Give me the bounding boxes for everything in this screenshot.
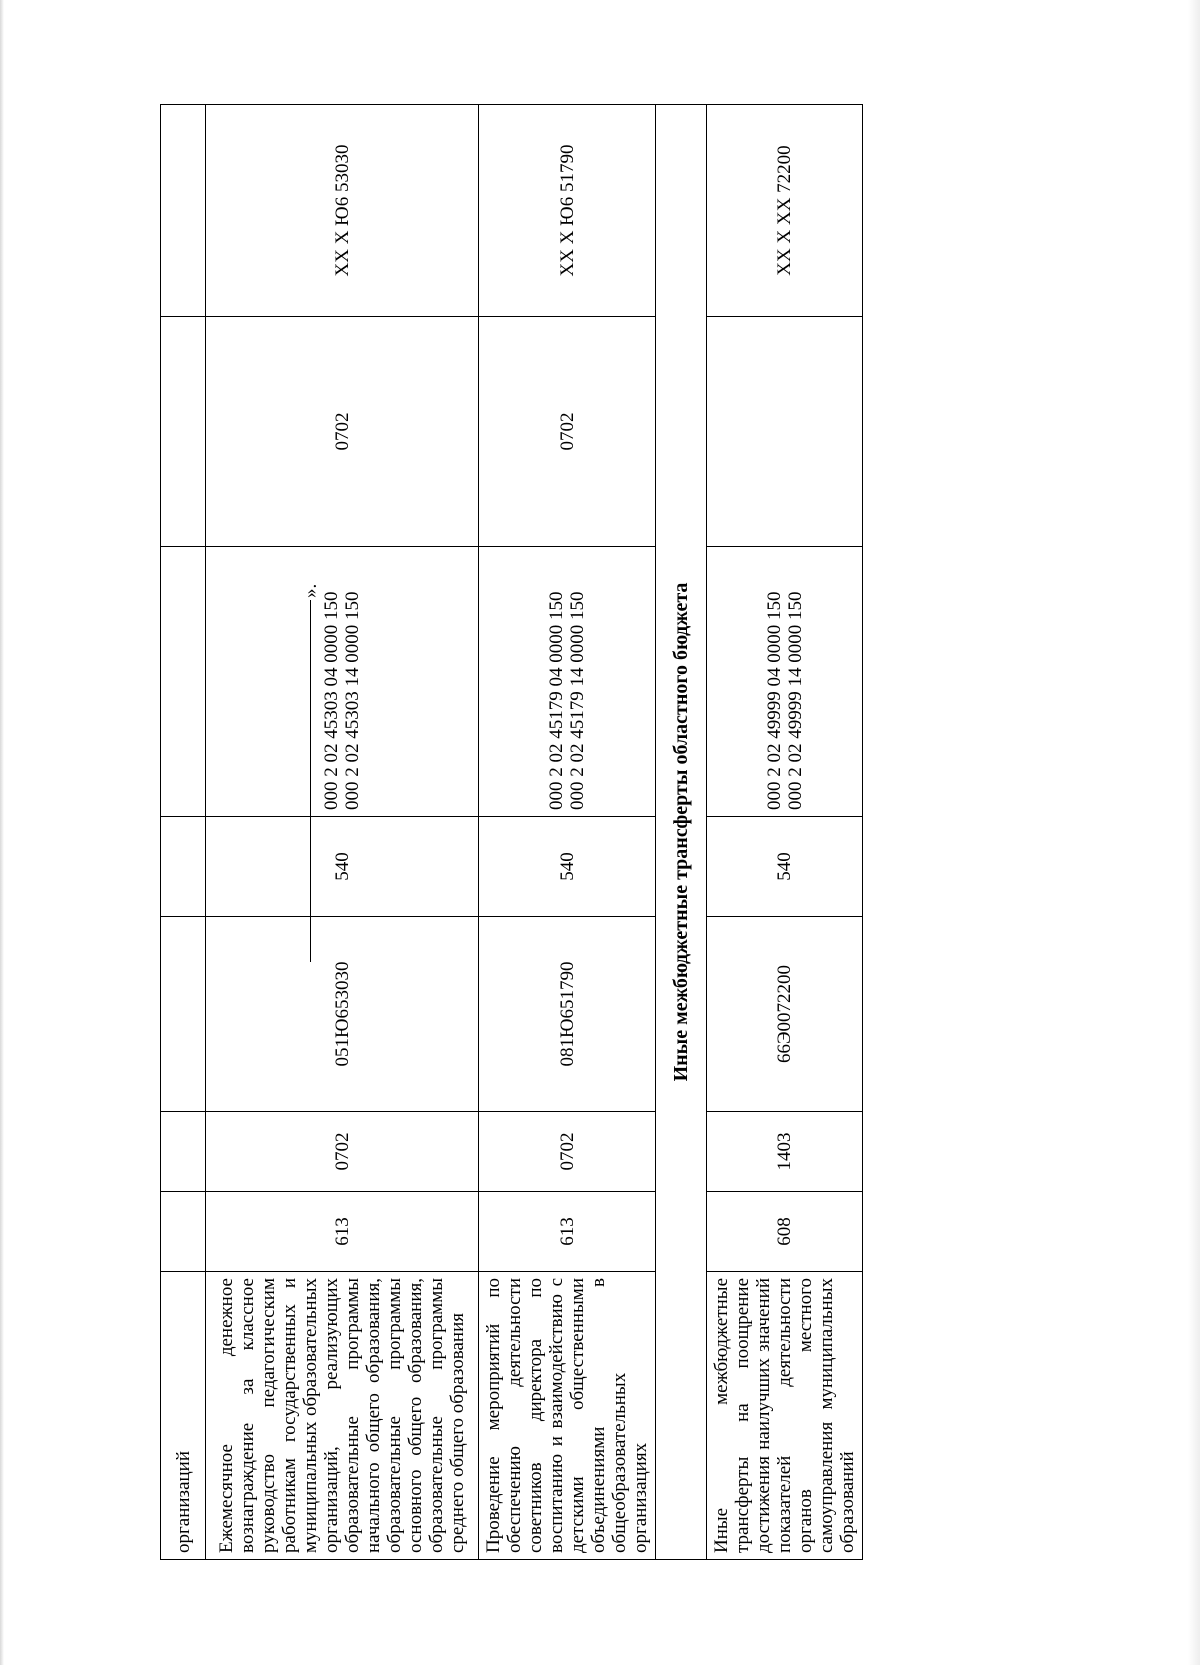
table-cell-expense-type: 540 <box>707 817 863 917</box>
scan-edge-left <box>0 0 4 1665</box>
table-row <box>161 105 206 1560</box>
table-cell-revenue-codes <box>206 547 479 817</box>
table-cell <box>161 817 206 917</box>
revenue-code-line: 000 2 02 49999 14 0000 150 <box>784 591 806 810</box>
table-cell-code-a: 613 <box>479 1192 656 1272</box>
table-cell-recipient-code: ХХ Х ХХ 72200 <box>707 105 863 317</box>
table-cell-section: 0702 <box>479 1112 656 1192</box>
table-cell-name: Ежемесячное денежное вознаграждение за классное руководство педагогическим работникам государственных и муниципальных образовательных организаций, реализующих образовательные программы начального общего образования, образовательные программы основного общего образования, образовательные программы среднего общего образования <box>206 1272 479 1560</box>
table-cell-revenue-codes <box>479 547 656 817</box>
table-cell-section: 1403 <box>707 1112 863 1192</box>
scan-edge-right <box>1188 0 1200 1665</box>
table-cell-name: организаций <box>161 1272 206 1560</box>
rotated-document-page <box>160 105 905 1560</box>
table-cell <box>161 547 206 817</box>
table-cell-code-a: 613 <box>206 1192 479 1272</box>
closing-rule <box>310 600 311 962</box>
table-cell-section-recipient <box>707 317 863 547</box>
revenue-code-line: 000 2 02 45303 04 0000 150 <box>321 591 342 810</box>
table-cell-section: 0702 <box>206 1112 479 1192</box>
revenue-code-line: 000 2 02 45179 04 0000 150 <box>546 591 567 810</box>
table-section-row <box>656 105 707 1560</box>
revenue-code-line: 000 2 02 45303 14 0000 150 <box>342 591 363 810</box>
table-row <box>206 105 479 1560</box>
table-cell-revenue-codes <box>707 547 863 817</box>
table-cell-expense-type: 540 <box>206 817 479 917</box>
table-cell-name: Иные межбюджетные трансферты на поощрение достижения наилучших значений показателей деятельности органов местного самоуправления муниципальных образований <box>707 1272 863 1560</box>
table-cell-section-recipient: 0702 <box>206 317 479 547</box>
table-cell-target-article: 66Э0072200 <box>707 917 863 1112</box>
table-cell-target-article: 051Ю653030 <box>206 917 479 1112</box>
table-cell-section-recipient: 0702 <box>479 317 656 547</box>
table-cell <box>161 1112 206 1192</box>
revenue-code-line: 000 2 02 45179 14 0000 150 <box>567 591 588 810</box>
table-cell-expense-type: 540 <box>479 817 656 917</box>
table-cell-code-a: 608 <box>707 1192 863 1272</box>
table-cell <box>161 917 206 1112</box>
closing-quote-mark: ». <box>300 583 321 598</box>
section-heading: Иные межбюджетные трансферты областного бюджета <box>656 105 707 1560</box>
revenue-code-line: 000 2 02 49999 04 0000 150 <box>763 591 785 810</box>
table-cell-target-article: 081Ю651790 <box>479 917 656 1112</box>
table-cell-name: Проведение мероприятий по обеспечению деятельности советников директора по воспитанию и взаимодействию с детскими общественными объединениями в общеобразовательных организациях <box>479 1272 656 1560</box>
budget-transfers-table <box>160 104 863 1560</box>
table-cell-recipient-code: ХХ Х Ю6 51790 <box>479 105 656 317</box>
table-cell <box>161 1192 206 1272</box>
table-cell-recipient-code: ХХ Х Ю6 53030 <box>206 105 479 317</box>
table-row <box>479 105 656 1560</box>
table-cell <box>161 317 206 547</box>
table-cell <box>161 105 206 317</box>
table-row <box>707 105 863 1560</box>
